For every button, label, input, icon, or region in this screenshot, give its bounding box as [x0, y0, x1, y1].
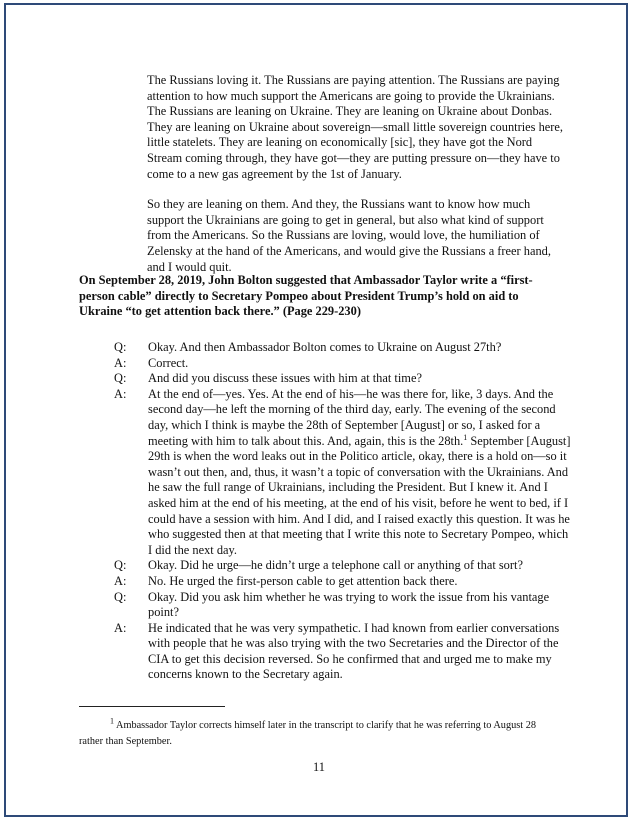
qa-text-part: At the end of—yes. Yes. At the end of his—he was there for, like, 3 days. And the second day—he left the morning of the third day, early. The evening of the second day, which I think is maybe the 28th of September [August] or so, I asked for a meeting with him to talk about this. And, again, this is the 28th. [148, 386, 556, 448]
footnote-text: Ambassador Taylor corrects himself later in the transcript to clarify that he was referring to August 28 [114, 720, 536, 731]
page-number: 11 [313, 760, 325, 774]
footnote-reference[interactable]: 1 [463, 432, 468, 442]
qa-row [114, 340, 574, 356]
qa-text: He indicated that he was very sympathetic. I had known from earlier conversations with people that he was also trying with the two Secretaries and the Director of the CIA to get this decision reversed. So he confirmed that and urged me to make my concerns known to the Secretary again. [148, 620, 560, 682]
section-heading: On September 28, 2019, John Bolton suggested that Ambassador Taylor write a “first-person cable” directly to Secretary Pompeo about President Trump’s hold on aid to Ukraine “to get attention back there.” (Page 229-230) [79, 273, 533, 319]
qa-row [114, 621, 574, 683]
qa-row [114, 371, 574, 387]
qa-text: Okay. Did he urge—he didn’t urge a telephone call or anything of that sort? [148, 558, 523, 573]
speaker-label: Q: [114, 340, 127, 354]
qa-text: Okay. And then Ambassador Bolton comes to Ukraine on August 27th? [148, 340, 502, 354]
footnote [79, 718, 559, 750]
speaker-label: A: [114, 573, 127, 588]
footnote-marker: 1 [110, 716, 114, 726]
testimony-quote [147, 73, 567, 275]
qa-row [114, 387, 574, 559]
footnote-line [79, 718, 559, 734]
speaker-label: A: [114, 620, 127, 635]
qa-text: Okay. Did you ask him whether he was trying to work the issue from his vantage point? [148, 589, 550, 620]
qa-row [114, 558, 574, 574]
footnote-line-2: rather than September. [79, 736, 172, 747]
qa-text [148, 387, 574, 559]
speaker-label: Q: [114, 558, 127, 573]
quote-paragraph-1: The Russians loving it. The Russians are paying attention. The Russians are paying attention to how much support the Americans are going to provide the Ukrainians. The Russians are leaning on Ukraine. They are leaning on Ukraine about Donbas. They are leaning on Ukraine about sovereign—small little sovereign countries here, little statelets. They are leaning on economically [sic], they have got the Nord Stream coming through, they have got—they are putting pressure on—they have to come to a new gas agreement by the 1st of January. [147, 73, 563, 181]
qa-text: No. He urged the first-person cable to get attention back there. [148, 573, 458, 588]
footnote-separator [79, 706, 225, 707]
qa-text-part: September [August] 29th is when the word leaks out in the Politico article, okay, there is a hold on—so it wasn’t out then, and, thus, it wasn’t a topic of conversation with the Ukrainians. And he saw the full range of Ukrainians, including the President. But I knew it. And I asked him at the end of his meeting, at the end of his visit, before he went to bed, if I could have a session with him. And I did, and I raised exactly this question. It was he who suggested then at that meeting that I write this note to Secretary Pompeo, which I did the next day. [148, 433, 571, 557]
speaker-label: A: [114, 355, 127, 370]
qa-transcript [114, 340, 574, 683]
speaker-label: Q: [114, 589, 127, 604]
qa-text: Correct. [148, 355, 189, 370]
qa-row [114, 356, 574, 372]
qa-text: And did you discuss these issues with him at that time? [148, 371, 422, 386]
qa-row [114, 590, 574, 621]
speaker-label: A: [114, 386, 127, 401]
qa-row [114, 574, 574, 590]
speaker-label: Q: [114, 371, 127, 386]
quote-paragraph-2: So they are leaning on them. And they, the Russians want to know how much support the Ukrainians are going to get in general, but also what kind of support from the Americans. So the Russians are loving, would love, the humiliation of Zelensky at the hand of the Americans, and would give the Russians a freer hand, and I would quit. [147, 197, 551, 274]
